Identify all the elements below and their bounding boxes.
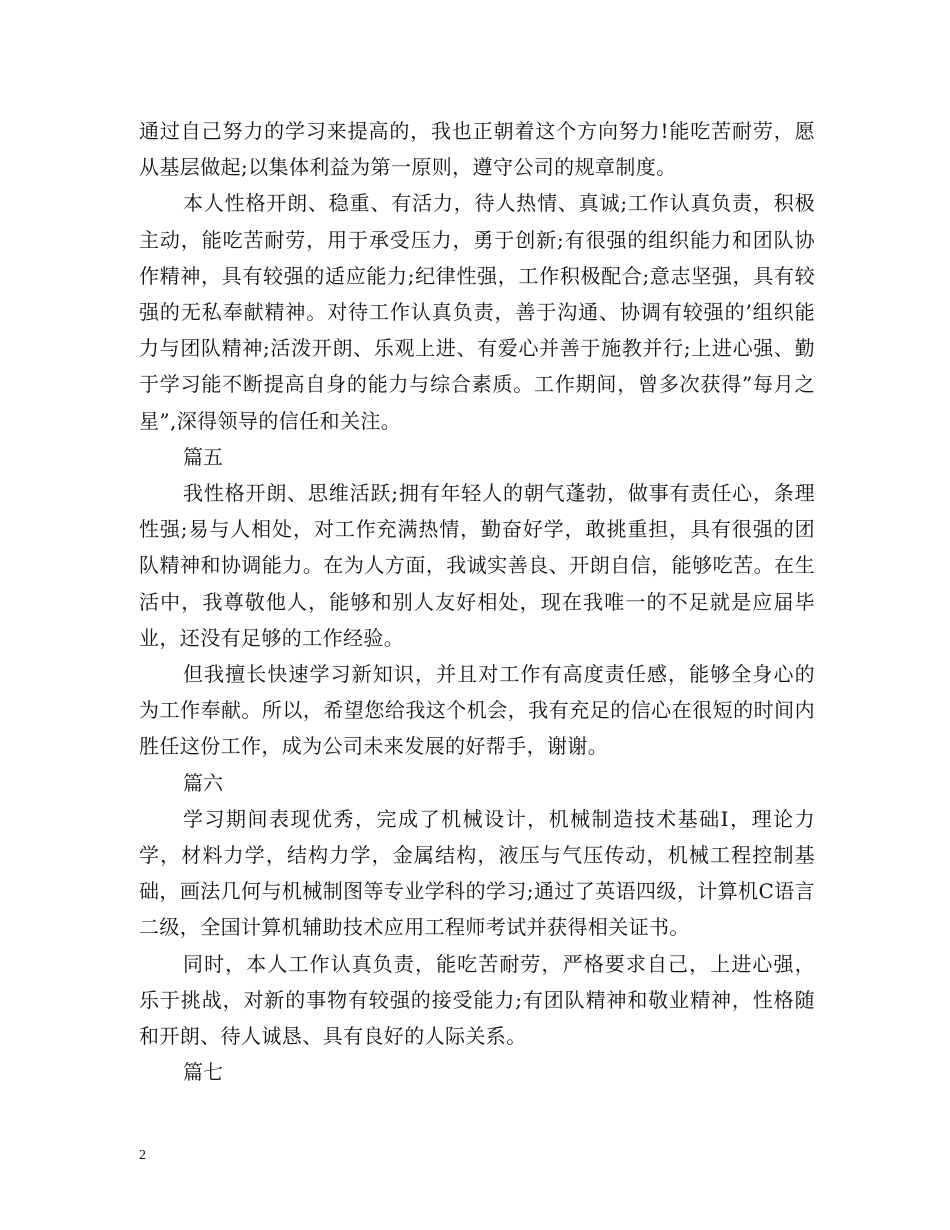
section-heading-7: 篇七	[183, 1060, 223, 1085]
section-heading-5: 篇五	[183, 444, 223, 469]
paragraph-personality: 本人性格开朗、稳重、有活力，待人热情、真诚;工作认真负责，积极主动，能吃苦耐劳，用于承受压力，勇于创新;有很强的组织能力和团队协作精神，具有较强的适应能力;纪律性强，工作积极配合;意志坚强，具有较强的无私奉献精神。对待工作认真负责，善于沟通、协调有较强的’组织能力与团队精神;活泼开朗、乐观上进、有爱心并善于施教并行;上进心强、勤于学习能不断提高自身的能力与综合素质。工作期间，曾多次获得”每月之星”,深得领导的信任和关注。	[139, 191, 815, 433]
page-number: 2	[139, 1148, 146, 1163]
paragraph-intro-continued: 通过自己努力的学习来提高的，我也正朝着这个方向努力!能吃苦耐劳，愿从基层做起;以集体利益为第一原则，遵守公司的规章制度。	[139, 119, 815, 180]
document-body	[139, 113, 815, 1090]
paragraph-section5-learning: 但我擅长快速学习新知识，并且对工作有高度责任感，能够全身心的为工作奉献。所以，希望您给我这个机会，我有充足的信心在很短的时间内胜任这份工作，成为公司未来发展的好帮手，谢谢。	[139, 662, 815, 759]
paragraph-section6-work: 同时，本人工作认真负责，能吃苦耐劳，严格要求自己，上进心强，乐于挑战，对新的事物有较强的接受能力;有团队精神和敬业精神，性格随和开朗、待人诚恳、具有良好的人际关系。	[139, 951, 815, 1049]
paragraph-section6-study: 学习期间表现优秀，完成了机械设计，机械制造技术基础Ⅰ，理论力学，材料力学，结构力学，金属结构，液压与气压传动，机械工程控制基础，画法几何与机械制图等专业学科的学习;通过了英语四级，计算机C语言二级，全国计算机辅助技术应用工程师考试并获得相关证书。	[139, 806, 815, 940]
section-heading-6: 篇六	[183, 770, 223, 795]
paragraph-section5-personality: 我性格开朗、思维活跃;拥有年轻人的朝气蓬勃，做事有责任心，条理性强;易与人相处，对工作充满热情，勤奋好学，敢挑重担，具有很强的团队精神和协调能力。在为人方面，我诚实善良、开朗自信，能够吃苦。在生活中，我尊敬他人，能够和别人友好相处，现在我唯一的不足就是应届毕业，还没有足够的工作经验。	[139, 481, 815, 650]
